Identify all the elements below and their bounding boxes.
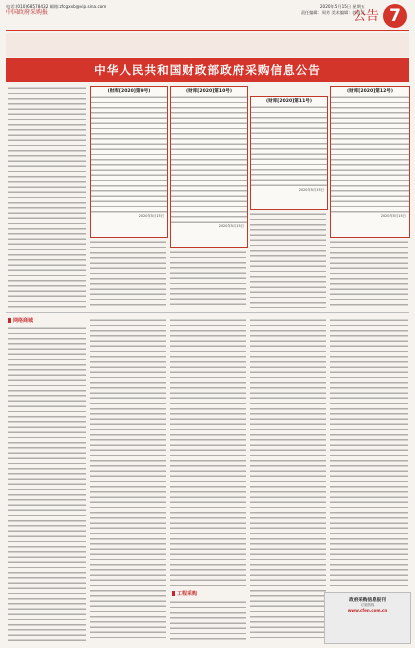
section-tag: 公告 xyxy=(352,9,379,24)
upper-column-5-bottom xyxy=(330,240,408,308)
notice-body xyxy=(251,105,327,187)
notice-date: 2020年5月15日 xyxy=(298,188,324,192)
masthead: 中国政府采购报 xyxy=(6,9,49,16)
lower-column-4 xyxy=(250,318,326,642)
section-divider xyxy=(6,312,409,313)
notice-box-3 xyxy=(250,96,328,210)
ad-title: 政府采购信息报刊 xyxy=(349,598,386,603)
notice-body xyxy=(91,95,167,213)
lower-column-5 xyxy=(330,318,408,588)
notice-title: (财库[2020]第9号) xyxy=(107,89,151,94)
notice-date: 2020年5月15日 xyxy=(138,214,164,218)
upper-column-3-bottom xyxy=(170,250,246,308)
lower-column-3-top xyxy=(170,318,246,586)
date-line: 2020年5月15日 星期五 xyxy=(319,4,365,9)
notice-box-1 xyxy=(90,86,168,238)
subsection-label: 工程采购 xyxy=(177,591,198,597)
upper-column-4-bottom xyxy=(250,212,326,308)
contact-line: 电话:(010)68578432 邮箱:zfcgxxb@vip.sina.com xyxy=(6,4,107,9)
banner-decor xyxy=(6,33,409,57)
ad-url: www.cfen.com.cn xyxy=(347,608,388,613)
subsection-head-network xyxy=(8,317,33,324)
upper-column-1 xyxy=(8,86,86,308)
notice-body xyxy=(171,95,247,223)
notice-title: (财库[2020]第12号) xyxy=(347,89,393,94)
editor-line: 责任编辑：周芳 美术编辑：郭喜喜 xyxy=(300,10,365,15)
subsection-label: 网络商城 xyxy=(13,318,34,324)
page-number-badge: 7 xyxy=(383,4,407,28)
notice-body xyxy=(331,95,409,213)
head-bar xyxy=(172,591,175,596)
header-rule xyxy=(6,30,409,31)
header-left xyxy=(6,4,106,16)
head-bar xyxy=(8,318,11,323)
notice-box-2 xyxy=(170,86,248,248)
ad-line: 订阅热线 xyxy=(360,603,375,607)
banner-title: 中华人民共和国财政部政府采购信息公告 xyxy=(6,58,409,82)
ad-box xyxy=(324,592,411,644)
lower-column-2 xyxy=(90,318,166,642)
upper-column-2-bottom xyxy=(90,240,166,308)
notice-box-4 xyxy=(330,86,410,238)
notice-title: (财库[2020]第11号) xyxy=(266,99,312,104)
lower-column-3-bottom xyxy=(170,600,246,642)
lower-column-1 xyxy=(8,326,86,642)
subsection-head-engineering xyxy=(172,590,197,597)
notice-date: 2020年5月15日 xyxy=(380,214,406,218)
notice-date: 2020年5月15日 xyxy=(218,224,244,228)
notice-title: (财库[2020]第10号) xyxy=(186,89,232,94)
page-header xyxy=(6,4,409,30)
